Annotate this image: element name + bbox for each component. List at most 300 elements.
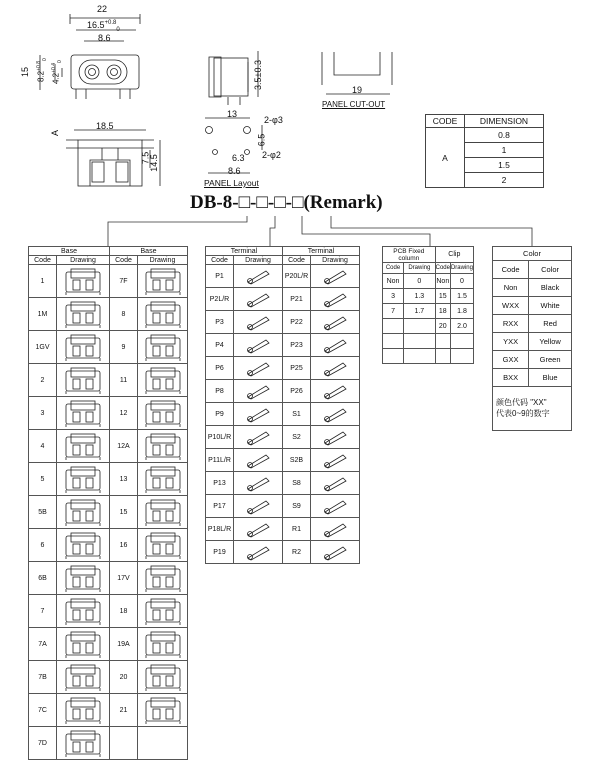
base-drawing-empty — [138, 727, 188, 760]
terminal-drawing — [239, 496, 277, 516]
terminal-drawing-cell — [234, 403, 283, 426]
pcb-code-header: Code — [383, 263, 404, 274]
base-drawing — [141, 266, 185, 296]
color-code-header: Code — [493, 261, 529, 279]
base-code: 7C — [29, 694, 57, 727]
base-drawing-cell — [57, 496, 110, 529]
clip-code-header: Code — [435, 263, 450, 274]
part-number-sep: - — [267, 192, 275, 213]
dim-panel-height: 6.5 — [256, 133, 267, 147]
dim-bottom-width: 18.5 — [96, 121, 114, 131]
terminal-drawing-cell — [311, 380, 360, 403]
base-code: 7D — [29, 727, 57, 760]
base-code: 7F — [110, 265, 138, 298]
base-row — [29, 694, 188, 727]
base-drawing — [141, 398, 185, 428]
terminal-drawing-cell — [234, 449, 283, 472]
terminal-drawing — [239, 335, 277, 355]
color-name: Green — [529, 351, 572, 369]
dim-front-width: 22 — [97, 4, 108, 14]
terminal-drawing — [316, 358, 354, 378]
terminal-drawing — [316, 266, 354, 286]
color-code: BXX — [493, 369, 529, 387]
base-row — [29, 496, 188, 529]
clip-code — [435, 334, 450, 349]
dim-panel-big-holes: 2-φ3 — [264, 115, 283, 125]
dim-front-inner-height — [36, 58, 48, 82]
base-row — [29, 595, 188, 628]
base-drawing — [141, 299, 185, 329]
base-drawing-header: Drawing — [138, 256, 188, 265]
base-drawing-cell — [138, 298, 188, 331]
base-drawing-cell — [138, 529, 188, 562]
base-code: 9 — [110, 331, 138, 364]
terminal-drawing-cell — [311, 357, 360, 380]
base-drawing-cell — [138, 628, 188, 661]
terminal-drawing — [316, 519, 354, 539]
terminal-drawing-cell — [234, 265, 283, 288]
base-drawing — [141, 596, 185, 626]
clip-code: 15 — [435, 289, 450, 304]
pcb-drawing — [404, 319, 436, 334]
clip-code — [435, 349, 450, 364]
terminal-drawing — [316, 542, 354, 562]
terminal-row — [206, 357, 360, 380]
terminal-drawing-cell — [311, 403, 360, 426]
terminal-drawing — [239, 381, 277, 401]
base-code: 6B — [29, 562, 57, 595]
base-row — [29, 397, 188, 430]
terminal-drawing-cell — [234, 380, 283, 403]
terminal-drawing-cell — [234, 426, 283, 449]
pcb-drawing: 1.7 — [404, 304, 436, 319]
terminal-drawing-cell — [311, 265, 360, 288]
terminal-drawing — [316, 289, 354, 309]
terminal-drawing-cell — [311, 495, 360, 518]
base-drawing — [141, 497, 185, 527]
base-drawing-cell — [138, 397, 188, 430]
part-number-box: □ — [238, 192, 251, 213]
terminal-drawing-header: Drawing — [311, 256, 360, 265]
color-code: WXX — [493, 297, 529, 315]
color-name: Yellow — [529, 333, 572, 351]
color-row — [493, 333, 572, 351]
color-code: RXX — [493, 315, 529, 333]
dim-bottom-code-a: A — [50, 129, 61, 137]
base-drawing-cell — [138, 265, 188, 298]
terminal-code: P3 — [206, 311, 234, 334]
dim-inner-height-value: 8.2 — [36, 70, 46, 83]
pcb-code: Non — [383, 274, 404, 289]
dim-hole-span-tol-upper: +0.8 — [104, 20, 117, 26]
base-code: 7 — [29, 595, 57, 628]
terminal-code: S9 — [283, 495, 311, 518]
clip-code: Non — [435, 274, 450, 289]
base-drawing-cell — [57, 628, 110, 661]
base-code: 8 — [110, 298, 138, 331]
base-table — [28, 246, 188, 760]
dim-hole-height-tol-upper: +0.4 — [50, 63, 57, 73]
pcb-clip-row — [383, 274, 474, 289]
terminal-drawing-cell — [234, 311, 283, 334]
terminal-drawing-cell — [311, 334, 360, 357]
base-code: 18 — [110, 595, 138, 628]
dimension-value: 1.5 — [465, 158, 544, 173]
terminal-table — [205, 246, 360, 564]
terminal-row — [206, 495, 360, 518]
terminal-row — [206, 288, 360, 311]
pcb-drawing: 1.3 — [404, 289, 436, 304]
dim-hole-height-value: 4.2 — [51, 72, 61, 85]
terminal-drawing — [316, 381, 354, 401]
base-drawing-cell — [57, 529, 110, 562]
base-drawing-cell — [138, 496, 188, 529]
terminal-row — [206, 541, 360, 564]
base-code: 16 — [110, 529, 138, 562]
part-number-prefix: DB-8- — [190, 192, 239, 213]
base-row — [29, 463, 188, 496]
clip-drawing-header: Drawing — [450, 263, 473, 274]
base-drawing-cell — [138, 562, 188, 595]
pcb-clip-row — [383, 289, 474, 304]
clip-drawing: 0 — [450, 274, 473, 289]
terminal-drawing — [239, 312, 277, 332]
base-code: 20 — [110, 661, 138, 694]
base-drawing — [141, 332, 185, 362]
part-number-sep: - — [285, 192, 292, 213]
terminal-drawing-cell — [234, 472, 283, 495]
clip-drawing: 1.8 — [450, 304, 473, 319]
terminal-code: P26 — [283, 380, 311, 403]
terminal-code-header: Code — [206, 256, 234, 265]
base-drawing — [141, 563, 185, 593]
terminal-code: P2L/R — [206, 288, 234, 311]
terminal-drawing-cell — [234, 541, 283, 564]
base-drawing-cell — [138, 661, 188, 694]
color-code: YXX — [493, 333, 529, 351]
base-title-left: Base — [29, 247, 110, 256]
dim-bottom-height: 14.5 — [148, 154, 159, 172]
dim-panel-pitch: 8.6 — [228, 166, 241, 176]
pcb-drawing-header: Drawing — [404, 263, 436, 274]
base-drawing-cell — [57, 727, 110, 760]
part-number-box: □ — [256, 192, 268, 213]
pcb-drawing — [404, 334, 436, 349]
part-number-box: □ — [274, 192, 286, 213]
base-row — [29, 727, 188, 760]
pcb-clip-row — [383, 334, 474, 349]
color-note-line2: 代表0~9的数字 — [496, 409, 550, 418]
base-drawing-cell — [57, 595, 110, 628]
clip-drawing: 2.0 — [450, 319, 473, 334]
dim-panel-offset: 6.3 — [232, 153, 245, 163]
clip-drawing — [450, 334, 473, 349]
dimension-table — [425, 114, 544, 188]
base-drawing — [61, 530, 105, 560]
dim-front-hole-span — [87, 20, 120, 33]
base-code: 1GV — [29, 331, 57, 364]
dim-inner-height-tol-upper: +0.8 — [35, 61, 42, 71]
base-drawing — [141, 365, 185, 395]
dimension-table-code: A — [426, 128, 465, 188]
terminal-drawing — [316, 496, 354, 516]
dim-panel-width: 13 — [227, 109, 238, 119]
terminal-drawing — [316, 335, 354, 355]
dim-hole-span-tol-lower: 0 — [116, 26, 120, 33]
base-drawing-cell — [57, 430, 110, 463]
terminal-title-right: Terminal — [283, 247, 360, 256]
dim-cutout-width: 19 — [352, 85, 363, 95]
terminal-drawing-cell — [311, 541, 360, 564]
base-drawing — [61, 398, 105, 428]
base-code: 7B — [29, 661, 57, 694]
base-code-header: Code — [29, 256, 57, 265]
base-drawing-cell — [57, 298, 110, 331]
dim-inner-height-tol-lower: 0 — [42, 58, 49, 62]
base-code: 19A — [110, 628, 138, 661]
dimension-table-code-header: CODE — [426, 115, 465, 128]
base-code: 5B — [29, 496, 57, 529]
terminal-row — [206, 403, 360, 426]
base-drawing-cell — [57, 463, 110, 496]
pcb-code — [383, 334, 404, 349]
color-name: Black — [529, 279, 572, 297]
dim-side-depth: 3.5±0.3 — [252, 60, 263, 90]
terminal-drawing-cell — [234, 495, 283, 518]
color-row — [493, 315, 572, 333]
part-number-box: □ — [292, 192, 304, 213]
terminal-drawing — [316, 427, 354, 447]
panel-layout-label: PANEL Layout — [204, 178, 259, 188]
base-drawing — [141, 530, 185, 560]
base-drawing — [61, 332, 105, 362]
base-drawing — [61, 299, 105, 329]
base-drawing-cell — [138, 331, 188, 364]
terminal-row — [206, 426, 360, 449]
base-drawing-cell — [57, 265, 110, 298]
terminal-code: S2 — [283, 426, 311, 449]
base-drawing — [141, 695, 185, 725]
dim-hole-height-tol-lower: 0 — [57, 60, 64, 64]
base-drawing — [61, 266, 105, 296]
terminal-code: R2 — [283, 541, 311, 564]
base-code: 5 — [29, 463, 57, 496]
base-code: 17V — [110, 562, 138, 595]
terminal-code: S1 — [283, 403, 311, 426]
terminal-code: S8 — [283, 472, 311, 495]
base-drawing — [61, 662, 105, 692]
terminal-drawing — [239, 404, 277, 424]
base-code: 3 — [29, 397, 57, 430]
terminal-drawing-cell — [311, 449, 360, 472]
terminal-code: S2B — [283, 449, 311, 472]
terminal-drawing-header: Drawing — [234, 256, 283, 265]
color-title: Color — [493, 247, 572, 261]
base-row — [29, 265, 188, 298]
color-name-header: Color — [529, 261, 572, 279]
dim-hole-span-value: 16.5 — [87, 20, 105, 30]
base-drawing — [141, 464, 185, 494]
base-drawing — [141, 431, 185, 461]
terminal-drawing-cell — [311, 518, 360, 541]
dimension-table-dimension-header: DIMENSION — [465, 115, 544, 128]
terminal-drawing-cell — [311, 426, 360, 449]
dim-panel-small-holes: 2-φ2 — [262, 150, 281, 160]
pcb-clip-row — [383, 349, 474, 364]
terminal-row — [206, 265, 360, 288]
pcb-code — [383, 319, 404, 334]
base-drawing-cell — [138, 694, 188, 727]
base-drawing — [61, 695, 105, 725]
pcb-clip-row — [383, 319, 474, 334]
base-drawing-cell — [57, 694, 110, 727]
color-name: Blue — [529, 369, 572, 387]
terminal-drawing — [316, 312, 354, 332]
terminal-drawing — [239, 450, 277, 470]
base-drawing-cell — [57, 562, 110, 595]
color-code: Non — [493, 279, 529, 297]
dim-front-height: 15 — [20, 66, 31, 78]
dimension-value: 2 — [465, 173, 544, 188]
base-drawing — [141, 629, 185, 659]
base-code-header: Code — [110, 256, 138, 265]
terminal-code: P22 — [283, 311, 311, 334]
base-row — [29, 661, 188, 694]
color-name: Red — [529, 315, 572, 333]
terminal-drawing-cell — [234, 288, 283, 311]
terminal-code: P10L/R — [206, 426, 234, 449]
clip-drawing: 1.5 — [450, 289, 473, 304]
terminal-drawing — [239, 542, 277, 562]
color-note-line1: 颜色代码 "XX" — [496, 398, 547, 407]
base-drawing-header: Drawing — [57, 256, 110, 265]
terminal-code: P9 — [206, 403, 234, 426]
base-drawing — [61, 365, 105, 395]
base-drawing — [61, 563, 105, 593]
clip-drawing — [450, 349, 473, 364]
terminal-drawing-cell — [311, 472, 360, 495]
base-code: 1 — [29, 265, 57, 298]
base-drawing-cell — [138, 364, 188, 397]
terminal-code: R1 — [283, 518, 311, 541]
terminal-code: P1 — [206, 265, 234, 288]
pcb-code: 7 — [383, 304, 404, 319]
terminal-code: P23 — [283, 334, 311, 357]
color-code: GXX — [493, 351, 529, 369]
base-row — [29, 298, 188, 331]
base-drawing — [141, 662, 185, 692]
terminal-drawing — [239, 358, 277, 378]
terminal-title-left: Terminal — [206, 247, 283, 256]
base-drawing-cell — [57, 397, 110, 430]
pcb-title: PCB Fixed column — [383, 247, 436, 263]
terminal-code: P18L/R — [206, 518, 234, 541]
base-code: 11 — [110, 364, 138, 397]
base-code: 4 — [29, 430, 57, 463]
base-drawing — [61, 728, 105, 758]
base-code: 2 — [29, 364, 57, 397]
base-drawing-cell — [57, 364, 110, 397]
terminal-drawing-cell — [311, 311, 360, 334]
terminal-code: P13 — [206, 472, 234, 495]
pcb-clip-row — [383, 304, 474, 319]
dimension-value: 0.8 — [465, 128, 544, 143]
color-row — [493, 279, 572, 297]
dim-front-hole-height — [51, 60, 63, 84]
base-row — [29, 628, 188, 661]
terminal-drawing-cell — [234, 518, 283, 541]
base-drawing-cell — [138, 463, 188, 496]
base-drawing-cell — [138, 430, 188, 463]
terminal-row — [206, 380, 360, 403]
clip-title: Clip — [435, 247, 473, 263]
terminal-code: P11L/R — [206, 449, 234, 472]
base-code: 15 — [110, 496, 138, 529]
terminal-code: P8 — [206, 380, 234, 403]
base-drawing-cell — [57, 661, 110, 694]
base-row — [29, 331, 188, 364]
base-drawing-cell — [138, 595, 188, 628]
base-drawing — [61, 596, 105, 626]
terminal-row — [206, 518, 360, 541]
base-title-right: Base — [110, 247, 188, 256]
terminal-row — [206, 334, 360, 357]
terminal-drawing-cell — [234, 334, 283, 357]
clip-code: 20 — [435, 319, 450, 334]
terminal-code: P20L/R — [283, 265, 311, 288]
terminal-code: P6 — [206, 357, 234, 380]
terminal-code: P21 — [283, 288, 311, 311]
color-row — [493, 297, 572, 315]
terminal-code: P4 — [206, 334, 234, 357]
part-number-remark: (Remark) — [303, 192, 383, 213]
terminal-code: P19 — [206, 541, 234, 564]
dim-bottom-flange: 7.5 — [140, 151, 151, 165]
dimension-value: 1 — [465, 143, 544, 158]
terminal-drawing — [316, 473, 354, 493]
dim-front-pitch: 8.6 — [98, 33, 111, 43]
base-code: 13 — [110, 463, 138, 496]
pcb-code: 3 — [383, 289, 404, 304]
pcb-code — [383, 349, 404, 364]
base-code: 7A — [29, 628, 57, 661]
base-row — [29, 364, 188, 397]
color-name: White — [529, 297, 572, 315]
base-drawing — [61, 497, 105, 527]
base-code: 6 — [29, 529, 57, 562]
terminal-drawing — [239, 266, 277, 286]
color-note — [493, 387, 572, 431]
terminal-row — [206, 311, 360, 334]
base-row — [29, 562, 188, 595]
terminal-drawing — [239, 427, 277, 447]
pcb-drawing — [404, 349, 436, 364]
terminal-drawing-cell — [234, 357, 283, 380]
pcb-clip-table — [382, 246, 474, 364]
part-number-sep: - — [250, 192, 257, 213]
base-code-empty — [110, 727, 138, 760]
terminal-drawing — [316, 404, 354, 424]
base-code: 21 — [110, 694, 138, 727]
base-row — [29, 430, 188, 463]
terminal-code-header: Code — [283, 256, 311, 265]
terminal-row — [206, 472, 360, 495]
base-code: 12 — [110, 397, 138, 430]
pcb-drawing: 0 — [404, 274, 436, 289]
terminal-code: P25 — [283, 357, 311, 380]
base-code: 1M — [29, 298, 57, 331]
base-drawing — [61, 629, 105, 659]
